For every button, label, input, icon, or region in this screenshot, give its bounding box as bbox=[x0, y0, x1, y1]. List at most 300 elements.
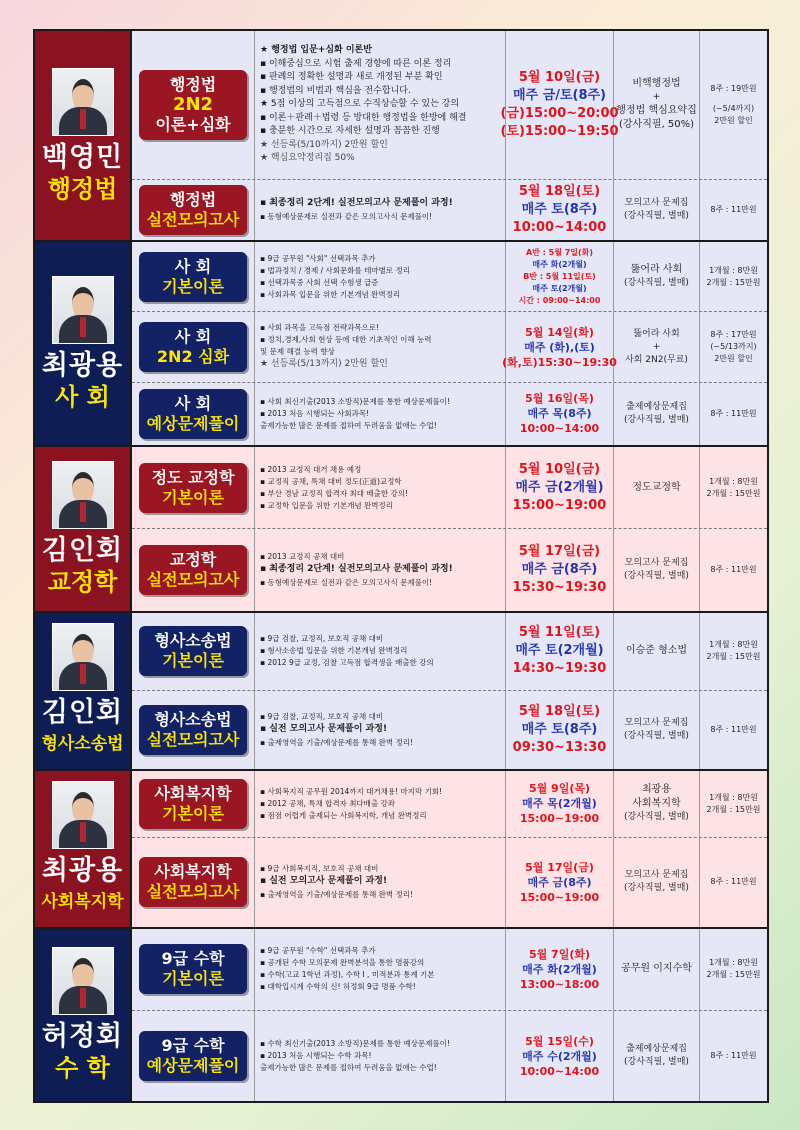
course-title-line2: 기본이론 bbox=[162, 487, 224, 507]
course-row bbox=[132, 242, 767, 312]
schedule-line: 매주 목(2개월) bbox=[522, 797, 597, 811]
textbook-line: (강사직필, 별매) bbox=[624, 1057, 689, 1067]
course-textbook bbox=[614, 180, 700, 240]
textbook-line: 뚫어라 사회 bbox=[630, 264, 683, 276]
schedule-line: 매주 금(8주) bbox=[527, 875, 592, 889]
course-row bbox=[132, 1011, 767, 1101]
description-line: ▪ 동형예상문제로 실전과 같은 모의고사식 문제풀이! bbox=[260, 577, 433, 587]
teacher-panel bbox=[35, 613, 132, 770]
textbook-line: 출제예상문제집 bbox=[626, 1044, 687, 1054]
textbook-line: (강사직필, 별매) bbox=[624, 731, 689, 742]
schedule-line: 매주 목(8주) bbox=[527, 407, 592, 421]
course-name-cell bbox=[132, 447, 255, 528]
textbook-line: 모의고사 문제집 bbox=[624, 718, 689, 729]
description-line: ▪ 사회복지직 공무원 2014까지 대거채용! 마지막 기회! bbox=[260, 786, 443, 796]
photo-head bbox=[72, 79, 94, 111]
price-line: 1개월 : 8만원 bbox=[709, 958, 758, 968]
textbook-line: 모의고사 문제집 bbox=[624, 557, 689, 568]
description-line: ▪ 충분한 시간으로 자세한 설명과 꼼꼼한 진행 bbox=[260, 126, 440, 137]
course-title-line1: 사회복지학 bbox=[154, 783, 232, 803]
description-line: ▪ 9급 공무원 "수학" 선택과목 추가 bbox=[260, 946, 376, 956]
schedule-line: 15:00~19:00 bbox=[519, 890, 600, 904]
course-description bbox=[255, 383, 506, 445]
course-title-line2: 예상문제풀이 bbox=[146, 1056, 240, 1075]
teacher-panel bbox=[35, 929, 132, 1101]
course-price bbox=[700, 242, 767, 311]
course-description bbox=[255, 312, 506, 381]
teacher-name: 김인회 bbox=[41, 696, 124, 728]
course-price bbox=[700, 383, 767, 445]
teacher-photo bbox=[52, 781, 114, 849]
course-schedule bbox=[506, 771, 614, 837]
textbook-line: (강사직필, 50%) bbox=[618, 119, 695, 131]
description-line: ▪ 9급 검찰, 교정직, 보호직 공채 대비 bbox=[260, 634, 384, 644]
course-title-line2: 2N2 심화 bbox=[156, 347, 230, 367]
schedule-line: 매주 금(2개월) bbox=[515, 479, 604, 495]
course-name-cell bbox=[132, 383, 255, 445]
course-name-cell bbox=[132, 1011, 255, 1101]
description-line: ▪ 사회 최신기출(2013 소방직)문제를 통한 예상문제풀이! bbox=[260, 396, 450, 406]
course-name-cell bbox=[132, 613, 255, 691]
textbook-line: (강사직필, 별매) bbox=[624, 210, 689, 221]
course-row bbox=[132, 447, 767, 529]
description-line: ▪ 판례의 정확한 설명과 새로 개정된 부분 확인 bbox=[260, 72, 443, 83]
course-textbook bbox=[614, 1011, 700, 1101]
course-name-cell bbox=[132, 180, 255, 240]
photo-tie bbox=[80, 822, 86, 842]
description-line: ▪ 2012 공채, 특채 합격자 최다배출 강좌 bbox=[260, 798, 396, 808]
description-line: ★ 핵심요약정리집 50% bbox=[260, 153, 355, 164]
course-name-cell bbox=[132, 31, 255, 179]
schedule-line: 5월 18일(토) bbox=[518, 704, 601, 720]
course-description bbox=[255, 691, 506, 769]
course-rows bbox=[132, 447, 767, 610]
description-line: ▪ 사회 과목을 고득점 전략과목으로! bbox=[260, 323, 380, 333]
course-schedule-table bbox=[33, 29, 769, 1103]
course-title-box bbox=[139, 463, 247, 513]
description-line: ▪ 9급 공무원 "사회" 선택과목 추가 bbox=[260, 253, 376, 263]
description-line: ▪ 실전 모의고사 문제풀이 과정! bbox=[260, 876, 388, 887]
schedule-line: A반 : 5월 7일(화) bbox=[525, 247, 594, 257]
course-schedule bbox=[506, 613, 614, 691]
description-line: ▪ 실전 모의고사 문제풀이 과정! bbox=[260, 724, 388, 735]
schedule-line: 매주 토(8주) bbox=[521, 201, 598, 217]
description-line: ▪ 대학입시계 수학의 신! 허정회 9급 명품 수학! bbox=[260, 982, 416, 992]
photo-tie bbox=[80, 502, 86, 522]
textbook-line: 이승준 형소법 bbox=[625, 645, 688, 657]
course-title-box bbox=[139, 705, 247, 755]
course-row bbox=[132, 312, 767, 382]
course-title-box bbox=[139, 779, 247, 829]
photo-head bbox=[72, 958, 94, 990]
course-price bbox=[700, 929, 767, 1010]
schedule-line: 5월 14일(화) bbox=[525, 325, 594, 339]
description-line: ▪ 교정학 입문을 위한 기본개념 완벽정리 bbox=[260, 500, 393, 510]
description-line: 및 문제 해결 능력 향상 bbox=[260, 347, 335, 357]
schedule-line: (토)15:00~19:50 bbox=[500, 123, 619, 139]
description-line: ▪ 정치,경제,사회 현상 등에 대한 기초적인 이해 능력 bbox=[260, 335, 432, 345]
schedule-line: (화,토)15:30~19:30 bbox=[502, 355, 617, 369]
course-title-line1: 사회복지학 bbox=[154, 862, 232, 882]
course-title-line1: 사 회 bbox=[174, 256, 212, 276]
teacher-subject: 수 학 bbox=[55, 1053, 110, 1082]
course-schedule bbox=[500, 31, 619, 179]
teacher-name: 허정회 bbox=[41, 1020, 124, 1052]
schedule-line: 15:00~19:00 bbox=[519, 812, 600, 826]
course-title-line1: 사 회 bbox=[174, 393, 212, 413]
teacher-photo bbox=[52, 276, 114, 344]
description-line: ▪ 2013 처음 시행되는 사회과목! bbox=[260, 408, 370, 418]
textbook-line: 뚫어라 사회 bbox=[633, 328, 680, 339]
schedule-line: 매주 화(2개월) bbox=[522, 962, 597, 976]
schedule-line: 5월 17일(금) bbox=[518, 543, 601, 559]
course-name-cell bbox=[132, 929, 255, 1010]
course-price bbox=[700, 771, 767, 837]
schedule-line: 5월 11일(토) bbox=[518, 625, 601, 641]
schedule-line: 5월 16일(목) bbox=[525, 392, 594, 406]
price-line: 8주 : 11만원 bbox=[710, 1051, 757, 1060]
course-title-line1: 교정학 bbox=[169, 549, 217, 569]
price-line: 8주 : 11만원 bbox=[710, 204, 757, 214]
teacher-block bbox=[35, 771, 767, 929]
description-line: 출제가능한 많은 문제를 접하여 두려움을 없애는 수업! bbox=[260, 420, 437, 430]
course-row bbox=[132, 691, 767, 769]
description-line: ▪ 9급 사회복지직, 보호직 공채 대비 bbox=[260, 864, 379, 874]
course-title-line2: 예상문제풀이 bbox=[146, 413, 240, 433]
course-rows bbox=[132, 242, 767, 445]
teacher-photo bbox=[52, 623, 114, 691]
description-line: ▪ 점점 어렵게 출제되는 사회복지학, 개념 완벽정리 bbox=[260, 810, 427, 820]
course-price bbox=[700, 180, 767, 240]
textbook-line: 최광용 bbox=[642, 784, 671, 796]
course-title-box bbox=[139, 857, 247, 907]
teacher-block bbox=[35, 31, 767, 242]
course-textbook bbox=[614, 929, 700, 1010]
price-line: 8주 : 11만원 bbox=[710, 877, 757, 887]
schedule-line: 매주 수(2개월) bbox=[522, 1049, 597, 1063]
course-price bbox=[700, 312, 767, 381]
textbook-line: (강사직필, 별매) bbox=[624, 883, 689, 894]
course-rows bbox=[132, 613, 767, 770]
schedule-line: 매주 토(2개월) bbox=[532, 283, 587, 293]
description-line: ▪ 출제영역을 기출/예상문제를 통해 완벽 정리! bbox=[260, 889, 413, 899]
price-line: 8주 : 11만원 bbox=[710, 564, 757, 574]
schedule-line: 13:00~18:00 bbox=[519, 977, 600, 991]
description-line: ▪ 선택과목중 사회 선택 수험생 급증 bbox=[260, 277, 379, 287]
course-title-box bbox=[139, 626, 247, 676]
course-name-cell bbox=[132, 312, 255, 381]
course-schedule bbox=[502, 312, 617, 381]
textbook-line: (강사직필, 별매) bbox=[624, 414, 689, 425]
course-row bbox=[132, 771, 767, 838]
schedule-line: 5월 10일(금) bbox=[518, 69, 601, 85]
course-schedule bbox=[506, 180, 614, 240]
course-textbook bbox=[614, 31, 700, 179]
description-line: ★ 5점 이상의 고득점으로 수직상승할 수 있는 강의 bbox=[260, 99, 460, 110]
price-line: 8주 : 19만원 bbox=[710, 83, 757, 93]
course-name-cell bbox=[132, 529, 255, 610]
teacher-block bbox=[35, 929, 767, 1101]
price-line: 2개월 : 15만원 bbox=[706, 970, 761, 980]
description-line: ▪ 형사소송법 입문을 위한 기본개념 완벽정리 bbox=[260, 646, 408, 656]
course-textbook bbox=[614, 529, 700, 610]
price-line: 8주 : 11만원 bbox=[710, 408, 757, 418]
textbook-line: 행정법 핵심요약집 bbox=[616, 105, 697, 117]
course-price bbox=[700, 691, 767, 769]
price-line: 2개월 : 15만원 bbox=[706, 277, 761, 287]
textbook-line: 출제예상문제집 bbox=[626, 401, 687, 412]
schedule-line: 5월 15일(수) bbox=[525, 1034, 594, 1048]
description-line: ▪ 출제영역을 기출/예상문제를 통해 완벽 정리! bbox=[260, 737, 413, 747]
description-line: ▪ 동형예상문제로 실전과 같은 모의고사식 문제풀이! bbox=[260, 211, 433, 221]
course-title-line2: 실전모의고사 bbox=[146, 569, 240, 589]
course-schedule bbox=[506, 447, 614, 528]
course-description bbox=[255, 242, 506, 311]
course-textbook bbox=[614, 383, 700, 445]
course-price bbox=[700, 447, 767, 528]
price-line: 2개월 : 15만원 bbox=[706, 804, 761, 814]
description-line: ▪ 부산 경남 교정직 합격자 최대 배출한 강의! bbox=[260, 488, 408, 498]
price-line: (~5/13까지) bbox=[710, 342, 757, 352]
textbook-line: (강사직필, 별매) bbox=[624, 812, 689, 823]
course-description bbox=[255, 613, 506, 691]
course-price bbox=[700, 529, 767, 610]
textbook-line: 모의고사 문제집 bbox=[624, 870, 689, 881]
course-description bbox=[255, 447, 506, 528]
textbook-line: + bbox=[652, 341, 661, 352]
teacher-subject: 형사소송법 bbox=[41, 733, 124, 754]
schedule-line: 매주 화(2개월) bbox=[532, 259, 587, 269]
teacher-photo bbox=[52, 68, 114, 136]
textbook-line: (강사직필, 별매) bbox=[624, 278, 689, 289]
schedule-line: 15:30~19:30 bbox=[512, 579, 607, 595]
schedule-line: 매주 (화),(토) bbox=[524, 340, 595, 354]
course-title-line2: 기본이론 bbox=[162, 276, 224, 296]
course-name-cell bbox=[132, 242, 255, 311]
textbook-line: 사회복지학 bbox=[632, 798, 681, 810]
course-title-line2: 실전모의고사 bbox=[146, 209, 240, 229]
price-line: 8주 : 11만원 bbox=[710, 725, 757, 735]
course-description bbox=[255, 1011, 506, 1101]
price-line: 2개월 : 15만원 bbox=[706, 488, 761, 498]
teacher-subject: 사 회 bbox=[55, 382, 110, 411]
schedule-line: 매주 금/토(8주) bbox=[513, 87, 606, 103]
description-line: ▪ 행정법의 비법과 핵심을 전수합니다. bbox=[260, 85, 411, 96]
teacher-block bbox=[35, 447, 767, 612]
schedule-line: 5월 9일(목) bbox=[528, 782, 591, 796]
course-title-box bbox=[139, 252, 247, 302]
description-line: ★ 선등록(5/10까지) 2만원 할인 bbox=[260, 139, 388, 150]
description-line: ▪ 2012 9급 교정, 검찰 고득점 합격생을 배출한 강의 bbox=[260, 658, 434, 668]
course-description bbox=[255, 838, 506, 927]
description-line: ▪ 2013 교정직 대거 채용 예정 bbox=[260, 464, 362, 474]
description-line: ▪ 교정직 공채, 특채 대비 정도(正道)교정학 bbox=[260, 476, 402, 486]
course-schedule bbox=[506, 838, 614, 927]
teacher-subject: 사회복지학 bbox=[41, 891, 124, 912]
photo-tie bbox=[80, 664, 86, 684]
course-row bbox=[132, 180, 767, 240]
photo-tie bbox=[80, 988, 86, 1008]
teacher-photo bbox=[52, 947, 114, 1015]
description-line: ▪ 최종정리 2단계! 실전모의고사 문제풀이 과정! bbox=[260, 564, 453, 575]
course-rows bbox=[132, 929, 767, 1101]
description-line: ★ 행정법 입문+심화 이론반 bbox=[260, 45, 372, 56]
schedule-line: 매주 토(8주) bbox=[521, 722, 598, 738]
course-title-line1: 9급 수학 bbox=[161, 949, 225, 969]
textbook-line: + bbox=[652, 92, 661, 103]
course-description bbox=[255, 929, 506, 1010]
course-title-box bbox=[139, 389, 247, 439]
teacher-panel bbox=[35, 771, 132, 927]
course-textbook bbox=[614, 838, 700, 927]
textbook-line: 비핵행정법 bbox=[632, 78, 681, 90]
description-line: 출제가능한 많은 문제를 접하여 두려움을 없애는 수업! bbox=[260, 1063, 437, 1072]
description-line: ▪ 이해중심으로 시험 출제 경향에 따른 이론 정리 bbox=[260, 58, 452, 69]
description-line: ▪ 최종정리 2단계! 실전모의고사 문제풀이 과정! bbox=[260, 198, 453, 209]
price-line: 1개월 : 8만원 bbox=[709, 640, 758, 650]
schedule-line: 매주 토(2개월) bbox=[515, 643, 604, 659]
course-title-line2: 2N2 bbox=[172, 93, 214, 115]
course-description bbox=[255, 31, 506, 179]
course-schedule bbox=[506, 242, 614, 311]
schedule-line: 시간 : 09:00~14:00 bbox=[518, 295, 601, 305]
course-title-line1: 9급 수학 bbox=[161, 1036, 225, 1055]
teacher-name: 김인회 bbox=[41, 534, 124, 566]
price-line: 1개월 : 8만원 bbox=[709, 265, 758, 275]
price-line: 1개월 : 8만원 bbox=[709, 476, 758, 486]
teacher-block bbox=[35, 613, 767, 772]
price-line: 2만원 할인 bbox=[714, 354, 753, 364]
course-title-line2: 기본이론 bbox=[162, 651, 224, 671]
schedule-line: 14:30~19:30 bbox=[512, 661, 607, 677]
course-title-box bbox=[139, 322, 247, 372]
course-textbook bbox=[614, 242, 700, 311]
schedule-line: 09:30~13:30 bbox=[512, 740, 607, 756]
course-description bbox=[255, 529, 506, 610]
schedule-line: B반 : 5월 11일(토) bbox=[523, 271, 596, 281]
textbook-line: 정도교정학 bbox=[632, 481, 681, 493]
teacher-photo bbox=[52, 461, 114, 529]
course-title-line2: 실전모의고사 bbox=[146, 882, 240, 902]
textbook-line: 모의고사 문제집 bbox=[624, 197, 689, 208]
teacher-name: 최광용 bbox=[41, 854, 124, 886]
course-schedule bbox=[506, 929, 614, 1010]
teacher-panel bbox=[35, 242, 132, 445]
course-title-line1: 사 회 bbox=[174, 327, 212, 347]
schedule-line: 5월 7일(화) bbox=[528, 947, 591, 961]
course-row bbox=[132, 838, 767, 927]
course-row bbox=[132, 929, 767, 1011]
schedule-line: 5월 18일(토) bbox=[518, 183, 601, 199]
price-line: (~5/4까지) bbox=[712, 103, 755, 113]
textbook-line: (강사직필, 별매) bbox=[624, 570, 689, 581]
course-title-line1: 행정법 bbox=[169, 189, 217, 209]
price-line: 2만원 할인 bbox=[714, 115, 753, 125]
description-line: ▪ 사회과목 입문을 위한 기본개념 완벽정리 bbox=[260, 289, 401, 299]
textbook-line: 공무원 이지수학 bbox=[621, 963, 692, 975]
description-line: ▪ 이론＋판례＋법령 등 방대한 행정법을 한방에 해결 bbox=[260, 112, 467, 123]
teacher-subject: 교정학 bbox=[47, 567, 118, 596]
course-textbook bbox=[614, 771, 700, 837]
course-row bbox=[132, 613, 767, 692]
course-title-line1: 형사소송법 bbox=[154, 710, 232, 730]
course-name-cell bbox=[132, 691, 255, 769]
photo-head bbox=[72, 287, 94, 319]
description-line: ▪ 9급 검찰, 교정직, 보호직 공채 대비 bbox=[260, 712, 384, 722]
course-title-line1: 행정법 bbox=[169, 74, 217, 94]
course-row bbox=[132, 31, 767, 180]
photo-tie bbox=[80, 317, 86, 337]
course-price bbox=[700, 613, 767, 691]
course-row bbox=[132, 383, 767, 445]
description-line: ▪ 2013 처음 시행되는 수학 과목! bbox=[260, 1051, 372, 1060]
course-schedule bbox=[506, 691, 614, 769]
description-line: ★ 선등록(5/13까지) 2만원 할인 bbox=[260, 359, 388, 370]
course-textbook bbox=[614, 312, 700, 381]
teacher-subject: 행정법 bbox=[47, 174, 118, 203]
course-textbook bbox=[614, 691, 700, 769]
course-row bbox=[132, 529, 767, 610]
course-title-box bbox=[139, 185, 247, 235]
description-line: ▪ 공개된 수학 모의문제 완벽분석을 통한 명품강의 bbox=[260, 958, 425, 968]
course-title-box bbox=[139, 944, 247, 994]
course-title-line2: 실전모의고사 bbox=[146, 730, 240, 750]
schedule-line: (금)15:00~20:00 bbox=[500, 105, 619, 121]
description-line: ▪ 2013 교정직 공채 대비 bbox=[260, 552, 345, 562]
course-textbook bbox=[614, 613, 700, 691]
photo-tie bbox=[80, 109, 86, 129]
course-name-cell bbox=[132, 838, 255, 927]
schedule-line: 5월 17일(금) bbox=[525, 860, 594, 874]
price-line: 2개월 : 15만원 bbox=[706, 652, 761, 662]
course-schedule bbox=[506, 529, 614, 610]
teacher-name: 최광용 bbox=[41, 349, 124, 381]
course-title-box bbox=[139, 70, 247, 140]
schedule-line: 10:00~14:00 bbox=[519, 1064, 600, 1078]
schedule-line: 10:00~14:00 bbox=[519, 422, 600, 436]
course-price bbox=[700, 31, 767, 179]
textbook-line: 사회 2N2(무료) bbox=[625, 354, 688, 365]
course-title-line3: 이론+심화 bbox=[155, 114, 231, 134]
schedule-line: 15:00~19:00 bbox=[512, 497, 607, 513]
price-line: 8주 : 17만원 bbox=[710, 330, 757, 340]
course-schedule bbox=[506, 1011, 614, 1101]
course-title-line2: 기본이론 bbox=[162, 969, 224, 989]
course-description bbox=[255, 180, 506, 240]
schedule-line: 10:00~14:00 bbox=[512, 219, 607, 235]
course-title-line2: 기본이론 bbox=[162, 803, 224, 823]
description-line: ▪ 법과정치 / 경제 / 사회문화를 테마별로 정리 bbox=[260, 265, 410, 275]
price-line: 1개월 : 8만원 bbox=[709, 792, 758, 802]
description-line: ▪ 수학(고교 1학년 과정), 수학 I , 미적분과 통계 기본 bbox=[260, 970, 435, 980]
course-title-box bbox=[139, 545, 247, 595]
teacher-block bbox=[35, 242, 767, 447]
course-rows bbox=[132, 31, 767, 240]
course-title-box bbox=[139, 1031, 247, 1081]
course-price bbox=[700, 838, 767, 927]
course-textbook bbox=[614, 447, 700, 528]
course-schedule bbox=[506, 383, 614, 445]
course-title-line1: 형사소송법 bbox=[154, 631, 232, 651]
course-price bbox=[700, 1011, 767, 1101]
course-title-line1: 정도 교정학 bbox=[151, 467, 235, 487]
course-description bbox=[255, 771, 506, 837]
course-name-cell bbox=[132, 771, 255, 837]
course-rows bbox=[132, 771, 767, 927]
teacher-panel bbox=[35, 447, 132, 610]
teacher-name: 백영민 bbox=[41, 141, 124, 173]
teacher-panel bbox=[35, 31, 132, 240]
